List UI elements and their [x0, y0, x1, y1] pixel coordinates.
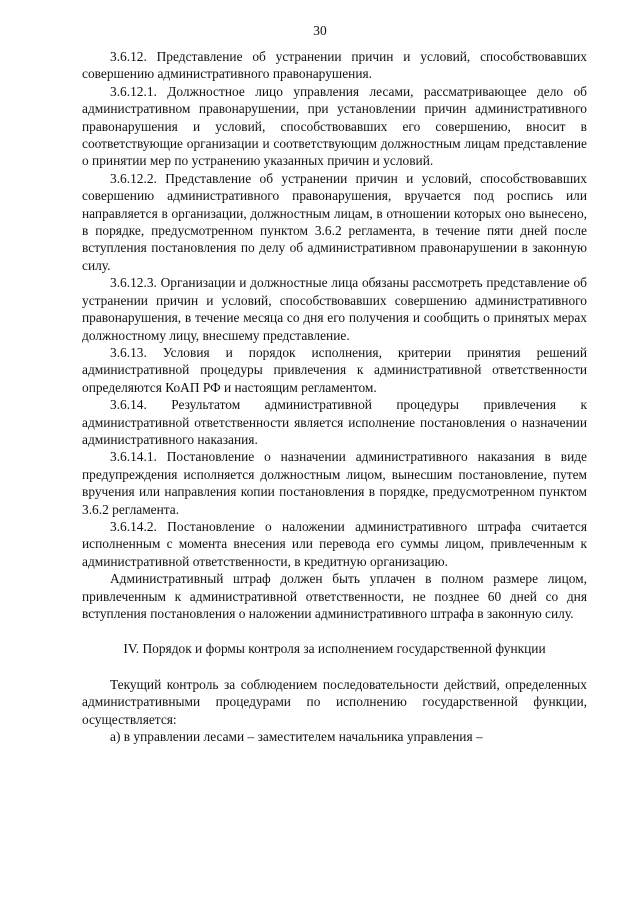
- section-heading: IV. Порядок и формы контроля за исполнением государственной функции: [123, 641, 546, 657]
- paragraph-3-6-12-2: 3.6.12.2. Представление об устранении причин и условий, способствовавших совершению административного правонарушения, вручается под роспись или направляется в организации, должностным лицам, в отношении которых оно вынесено, в порядке, предусмотренном пунктом 3.6.2 регламента, в течение пяти дней после вступления постановления по делу об административном правонарушении в законную силу.: [82, 170, 587, 273]
- paragraph-3-6-14-1: 3.6.14.1. Постановление о назначении административного наказания в виде предупреждения исполняется должностным лицом, вынесшим постановление, путем вручения или направления копии постановления в порядке, предусмотренном пунктом 3.6.2 регламента.: [82, 449, 587, 517]
- paragraph-3-6-14-2: 3.6.14.2. Постановление о наложении административного штрафа считается исполненным с момента внесения или перевода его суммы лицом, привлеченным к административной ответственности, в кредитную организацию.: [82, 518, 587, 569]
- paragraph-3-6-14: 3.6.14. Результатом административной процедуры привлечения к административной ответственности является исполнение постановления о назначении административного наказания.: [82, 397, 587, 447]
- paragraph-3-6-12: 3.6.12. Представление об устранении причин и условий, способствовавших совершению административного правонарушения.: [82, 49, 587, 82]
- paragraph-current-control: Текущий контроль за соблюдением последовательности действий, определенных административными процедурами по исполнению государственной функции, осуществляется:: [82, 676, 587, 727]
- paragraph-3-6-12-1: 3.6.12.1. Должностное лицо управления лесами, рассматривающее дело об административном правонарушении, при установлении причин административного правонарушения и условий, способствовавших его совершению, вносит в соответствующие организации и соответствующим должностным лицам представление о принятии мер по устранению указанных причин и условий.: [82, 83, 587, 169]
- paragraph-3-6-13: 3.6.13. Условия и порядок исполнения, критерии принятия решений административной процедуры привлечения к административной ответственности определяются КоАП РФ и настоящим регламентом.: [82, 344, 587, 395]
- page-number: 30: [313, 23, 327, 38]
- paragraph-fine-payment: Административный штраф должен быть уплачен в полном размере лицом, привлеченным к административной ответственности, не позднее 60 дней со дня вступления постановления о наложении административного штрафа в законную силу.: [82, 571, 587, 621]
- paragraph-3-6-12-3: 3.6.12.3. Организации и должностные лица обязаны рассмотреть представление об устранении причин и условий, способствовавших совершению административного правонарушения, в течение месяца со дня его получения и сообщить о принятых мерах должностному лицу, внесшему представление.: [82, 275, 587, 343]
- paragraph-item-a: а) в управлении лесами – заместителем начальника управления –: [110, 729, 483, 745]
- document-body: [82, 48, 587, 745]
